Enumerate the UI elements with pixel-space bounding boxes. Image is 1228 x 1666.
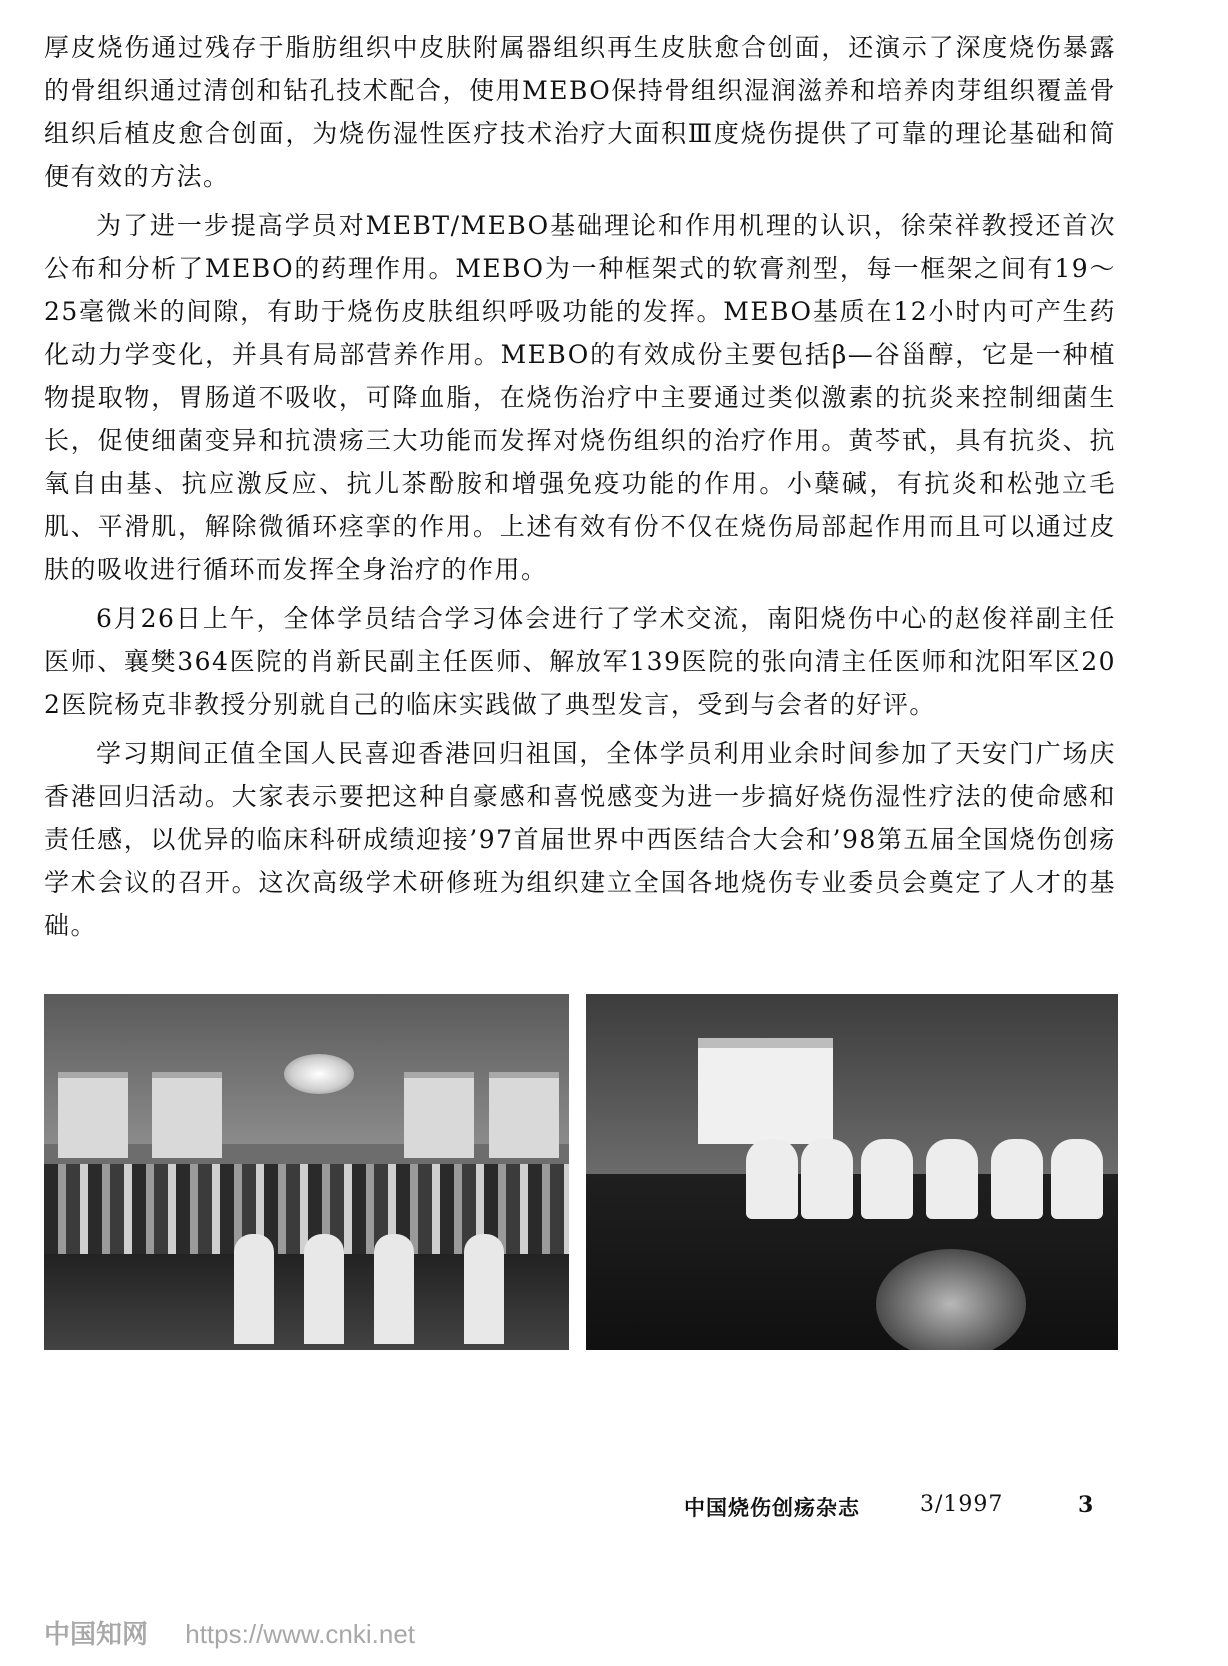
paragraph-4: 学习期间正值全国人民喜迎香港回归祖国，全体学员利用业余时间参加了天安门广场庆香港回归活动。大家表示要把这种自豪感和喜悦感变为进一步搞好烧伤湿性疗法的使命感和责任感，以优异的临床科研成绩迎接’97首届世界中西医结合大会和’98第五届全国烧伤创疡学术会议的召开。这次高级学术研修班为组织建立全国各地烧伤专业委员会奠定了人才的基础。 bbox=[44, 739, 1116, 940]
photo-conference-table bbox=[586, 994, 1118, 1350]
photo-auditorium bbox=[44, 994, 569, 1350]
cnki-watermark bbox=[44, 1614, 415, 1651]
journal-name: 中国烧伤创疡杂志 bbox=[684, 1495, 860, 1520]
paragraph-3: 6月26日上午，全体学员结合学习体会进行了学术交流，南阳烧伤中心的赵俊祥副主任医师、襄樊364医院的肖新民副主任医师、解放军139医院的张向清主任医师和沈阳军区202医院杨克非教授分别就自己的临床实践做了典型发言，受到与会者的好评。 bbox=[44, 604, 1116, 719]
page-number: 3 bbox=[1078, 1492, 1094, 1518]
watermark-brand: 中国知网 bbox=[44, 1619, 149, 1649]
journal-issue: 3/1997 bbox=[920, 1492, 1004, 1517]
article-body bbox=[44, 26, 1116, 947]
paragraph-2: 为了进一步提高学员对MEBT/MEBO基础理论和作用机理的认识，徐荣祥教授还首次公布和分析了MEBO的药理作用。MEBO为一种框架式的软膏剂型，每一框架之间有19～25毫微米的间隙，有助于烧伤皮肤组织呼吸功能的发挥。MEBO基质在12小时内可产生药化动力学变化，并具有局部营养作用。MEBO的有效成份主要包括β—谷甾醇，它是一种植物提取物，胃肠道不吸收，可降血脂，在烧伤治疗中主要通过类似激素的抗炎来控制细菌生长，促使细菌变异和抗溃疡三大功能而发挥对烧伤组织的治疗作用。黄芩甙，具有抗炎、抗氧自由基、抗应激反应、抗儿茶酚胺和增强免疫功能的作用。小蘖碱，有抗炎和松弛立毛肌、平滑肌，解除微循环痉挛的作用。上述有效有份不仅在烧伤局部起作用而且可以通过皮肤的吸收进行循环而发挥全身治疗的作用。 bbox=[44, 211, 1116, 584]
watermark-url: https://www.cnki.net bbox=[185, 1619, 416, 1649]
paragraph-1: 厚皮烧伤通过残存于脂肪组织中皮肤附属器组织再生皮肤愈合创面，还演示了深度烧伤暴露的骨组织通过清创和钻孔技术配合，使用MEBO保持骨组织湿润滋养和培养肉芽组织覆盖骨组织后植皮愈合创面，为烧伤湿性医疗技术治疗大面积Ⅲ度烧伤提供了可靠的理论基础和简便有效的方法。 bbox=[44, 33, 1116, 191]
